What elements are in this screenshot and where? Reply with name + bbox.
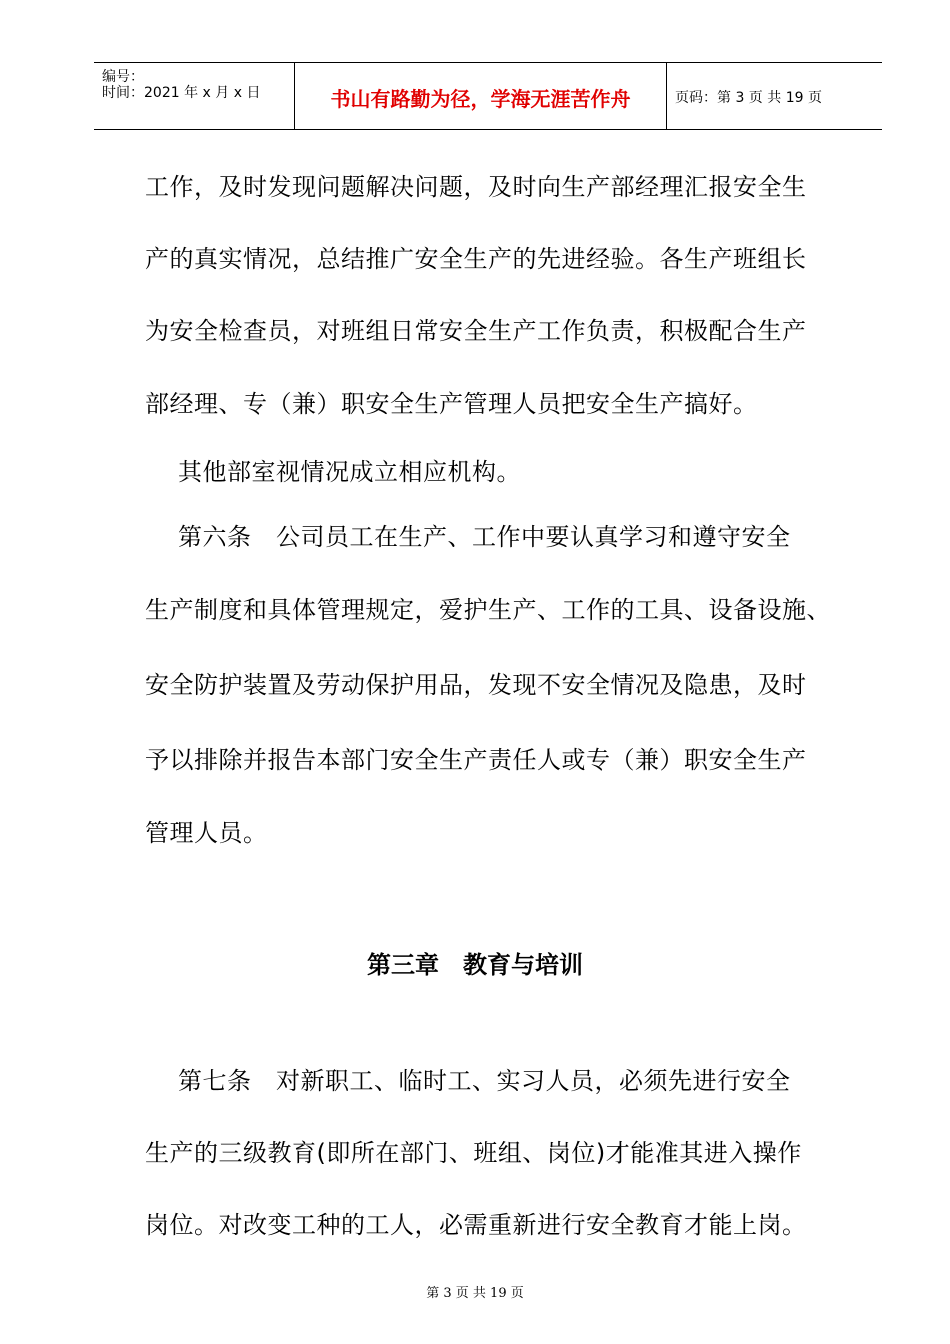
paragraph-line: 予以排除并报告本部门安全生产责任人或专（兼）职安全生产 bbox=[145, 746, 807, 774]
paragraph-line: 生产制度和具体管理规定，爱护生产、工作的工具、设备设施、 bbox=[145, 596, 831, 624]
header-motto-cell bbox=[295, 63, 667, 129]
paragraph-line: 安全防护装置及劳动保护用品，发现不安全情况及隐患，及时 bbox=[145, 671, 807, 699]
header-page-cell bbox=[667, 63, 882, 129]
paragraph-line: 管理人员。 bbox=[145, 819, 268, 847]
document-number-label: 编号： bbox=[102, 69, 144, 85]
chapter-title: 第三章 教育与培训 bbox=[367, 951, 583, 979]
page-footer: 第 3 页 共 19 页 bbox=[426, 1286, 524, 1301]
page-header bbox=[94, 62, 882, 130]
paragraph-line: 为安全检查员，对班组日常安全生产工作负责，积极配合生产 bbox=[145, 317, 807, 345]
article-six-line: 第六条 公司员工在生产、工作中要认真学习和遵守安全 bbox=[178, 523, 791, 551]
article-seven-line: 第七条 对新职工、临时工、实习人员，必须先进行安全 bbox=[178, 1067, 791, 1095]
document-time-label: 时间：2021 年 x 月 x 日 bbox=[102, 85, 261, 101]
header-motto: 书山有路勤为径，学海无涯苦作舟 bbox=[330, 87, 631, 111]
paragraph-line: 其他部室视情况成立相应机构。 bbox=[178, 458, 521, 486]
paragraph-line: 工作，及时发现问题解决问题，及时向生产部经理汇报安全生 bbox=[145, 173, 807, 201]
paragraph-line: 部经理、专（兼）职安全生产管理人员把安全生产搞好。 bbox=[145, 390, 758, 418]
header-meta-cell bbox=[94, 63, 295, 129]
paragraph-line: 产的真实情况，总结推广安全生产的先进经验。各生产班组长 bbox=[145, 245, 807, 273]
header-page-info: 页码：第 3 页 共 19 页 bbox=[675, 90, 822, 106]
paragraph-line: 岗位。对改变工种的工人，必需重新进行安全教育才能上岗。 bbox=[145, 1211, 807, 1239]
paragraph-line: 生产的三级教育(即所在部门、班组、岗位)才能准其进入操作 bbox=[145, 1139, 802, 1167]
